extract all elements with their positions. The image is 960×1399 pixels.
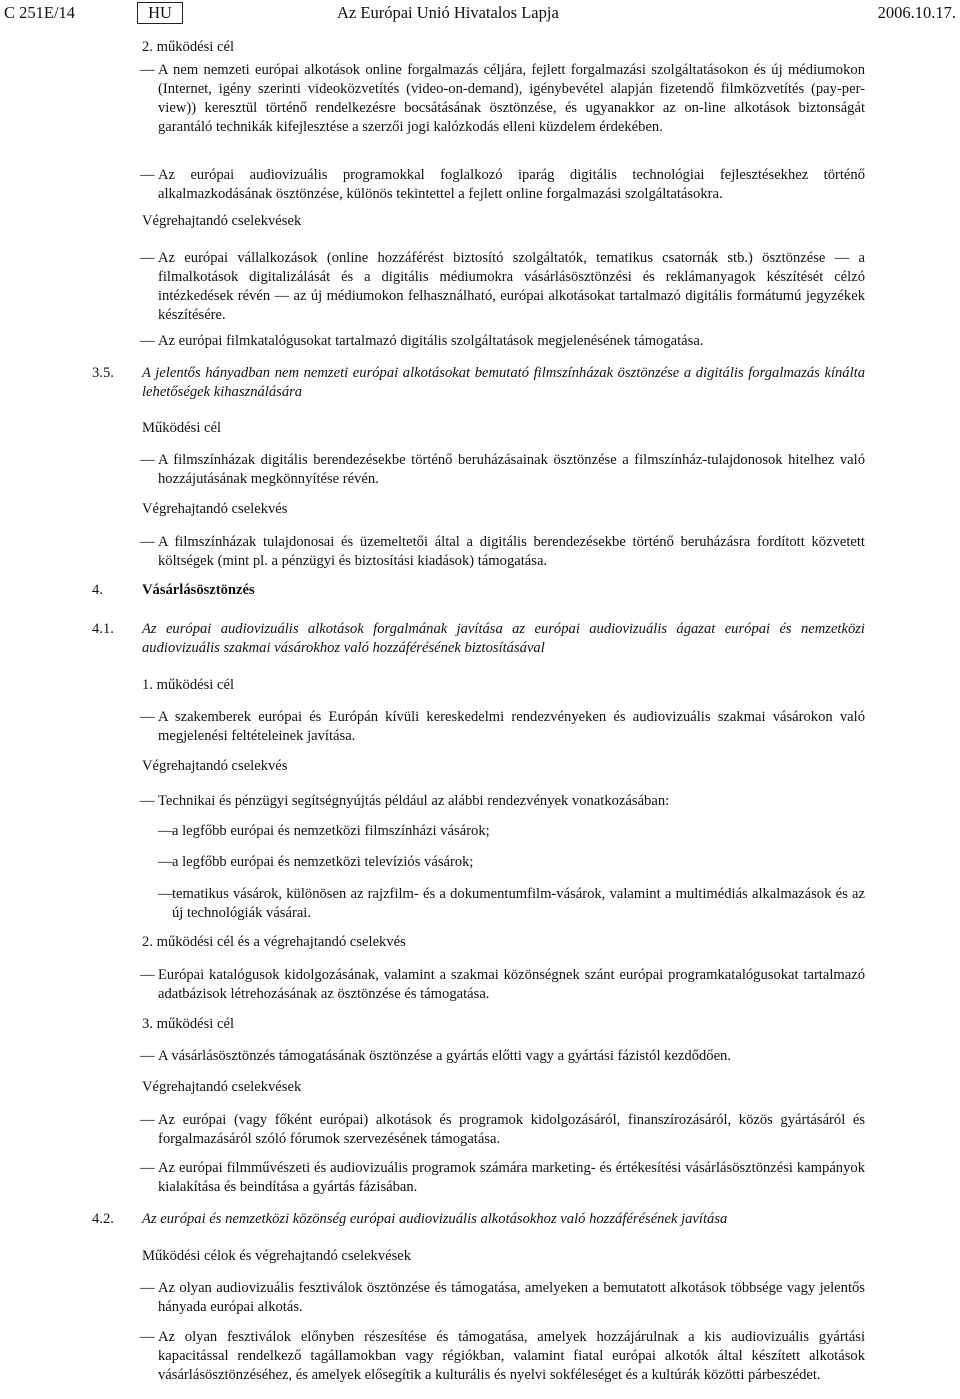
dash-marker: — [158, 886, 173, 902]
dash-marker: — [140, 62, 155, 78]
section-number-3-5: 3.5. [92, 365, 114, 381]
paragraph-text: A filmszínházak tulajdonosai és üzemeltetői által a digitális berendezésekbe történő beruházásra fordított közvetett költségek (mint pl. a pénzügyi és biztosítási kiadások) támogatása. [158, 534, 865, 569]
paragraph-text: A filmszínházak digitális berendezésekbe történő beruházásainak ösztönzése a filmszínház-tulajdonosok hitelhez való hozzájutásának megkönnyítése révén. [158, 452, 865, 487]
paragraph-text: Az európai filmművészeti és audiovizuális programok számára marketing- és értékesítési vásárlásösztönzési kampányok kialakítása és beindítása a gyártás fázisában. [158, 1160, 865, 1195]
section-title-3-5: A jelentős hányadban nem nemzeti európai alkotásokat bemutató filmszínházak ösztönzése a digitális forgalmazás kínálta lehetőségek kihasználására [142, 365, 865, 400]
subheading-action-2: Végrehajtandó cselekvés [142, 501, 288, 517]
paragraph-text: Az európai filmkatalógusokat tartalmazó digitális szolgáltatások megjelenésének támogatása. [158, 333, 704, 349]
dash-marker: — [158, 823, 173, 839]
subheading-aims-actions: Működési célok és végrehajtandó cselekvések [142, 1248, 412, 1264]
journal-title: Az Európai Unió Hivatalos Lapja [337, 3, 559, 22]
subheading-actions-1: Végrehajtandó cselekvések [142, 213, 302, 229]
paragraph-text: a legfőbb európai és nemzetközi televíziós vásárok; [172, 854, 474, 870]
paragraph-text: Az európai audiovizuális programokkal foglalkozó iparág digitális technológiai fejlesztésekhez történő alkalmazkodásának ösztönzése, különös tekintettel a fejlett online forgalmazási szolgáltatásokra. [158, 167, 865, 202]
dash-marker: — [140, 1160, 155, 1176]
language-badge: HU [137, 2, 183, 24]
dash-marker: — [140, 1329, 155, 1345]
paragraph-text: Az olyan audiovizuális fesztiválok ösztönzése és támogatása, amelyeken a bemutatott alkotások többsége vagy jelentős hányada európai alkotás. [158, 1280, 865, 1315]
paragraph-text: A nem nemzeti európai alkotások online forgalmazás céljára, fejlett forgalmazási szolgáltatásokon és új médiumokon (Internet, igény szerinti videoközvetítés (video-on-demand), igénybevétel alapján fizetendő filmközvetítés (pay-per-view)) keresztül történő rendelkezésre bocsátásának ösztönzése, és ugyanakkor az on-line alkotások biztonságát garantáló technikák kifejlesztése a szerzői jogi kalózkodás elleni küzdelem érdekében. [158, 62, 865, 135]
paragraph-text: a legfőbb európai és nemzetközi filmszínházi vásárok; [172, 823, 490, 839]
section-title-4-2: Az európai és nemzetközi közönség európai audiovizuális alkotásokhoz való hozzáférésének javítása [142, 1211, 728, 1227]
dash-marker: — [140, 793, 155, 809]
section-title-4-1: Az európai audiovizuális alkotások forgalmának javítása az európai audiovizuális ágazat európai és nemzetközi audiovizuális szakmai vásárokhoz való hozzáférésének biztosításával [142, 621, 865, 656]
paragraph-text: Európai katalógusok kidolgozásának, valamint a szakmai közönségnek szánt európai programkatalógusokat tartalmazó adatbázisok létrehozásának az ösztönzése és támogatása. [158, 967, 865, 1002]
dash-marker: — [140, 333, 155, 349]
subheading-operational-aim: Működési cél [142, 420, 222, 436]
paragraph-text: Az olyan fesztiválok előnyben részesítése és támogatása, amelyek hozzájárulnak a kis audiovizuális gyártási kapacitással rendelkező tagállamokban vagy régiókban, valamint fiatal európai alkotók által készített alkotások vásárlásösztönzéséhez, és amelyek elősegítik a kulturális és nyelvi sokféleséget és a kultúrák közötti párbeszédet. [158, 1329, 865, 1383]
subheading-op2-action: 2. működési cél és a végrehajtandó cselekvés [142, 934, 406, 950]
subheading-actions-4: Végrehajtandó cselekvések [142, 1079, 302, 1095]
subheading-op3: 3. működési cél [142, 1016, 235, 1032]
dash-marker: — [140, 967, 155, 983]
dash-marker: — [140, 452, 155, 468]
paragraph-text: Az európai (vagy főként európai) alkotások és programok kidolgozásáról, finanszírozásáról, közös gyártásáról és forgalmazásáról szóló fórumok szervezésének támogatása. [158, 1112, 865, 1147]
dash-marker: — [140, 534, 155, 550]
paragraph-text: A vásárlásösztönzés támogatásának ösztönzése a gyártás előtti vagy a gyártási fázistól kezdődően. [158, 1048, 732, 1064]
subheading-op1: 1. működési cél [142, 677, 235, 693]
dash-marker: — [140, 167, 155, 183]
dash-marker: — [158, 854, 173, 870]
paragraph-text: tematikus vásárok, különösen az rajzfilm- és a dokumentumfilm-vásárok, valamint a multimédiás alkalmazások és az új technológiák vásárai. [172, 886, 865, 921]
subheading-action-3: Végrehajtandó cselekvés [142, 758, 288, 774]
dash-marker: — [140, 709, 155, 725]
dash-marker: — [140, 250, 155, 266]
paragraph-text: Az európai vállalkozások (online hozzáférést biztosító szolgáltatók, tematikus csatornák stb.) ösztönzése — a filmalkotások digitalizálását és a digitális médiumokra vásárlásösztönzési és reklámanyagok készítését célzó intézkedések révén — az új médiumokon felhasználható, európai alkotásokat tartalmazó digitális formátumú jegyzékek készítésére. [158, 250, 865, 323]
subheading-op2: 2. működési cél [142, 39, 235, 55]
paragraph-text: A szakemberek európai és Európán kívüli kereskedelmi rendezvényeken és audiovizuális szakmai vásárokon való megjelenési feltételeinek javítása. [158, 709, 865, 744]
section-number-4-2: 4.2. [92, 1211, 114, 1227]
dash-marker: — [140, 1280, 155, 1296]
document-reference: C 251E/14 [4, 3, 76, 22]
dash-marker: — [140, 1048, 155, 1064]
publication-date: 2006.10.17. [877, 3, 956, 22]
section-title-4: Vásárlásösztönzés [142, 582, 255, 598]
dash-marker: — [140, 1112, 155, 1128]
section-number-4: 4. [92, 582, 103, 598]
page-header [0, 3, 960, 25]
paragraph-text: Technikai és pénzügyi segítségnyújtás például az alábbi rendezvények vonatkozásában: [158, 793, 670, 809]
section-number-4-1: 4.1. [92, 621, 114, 637]
